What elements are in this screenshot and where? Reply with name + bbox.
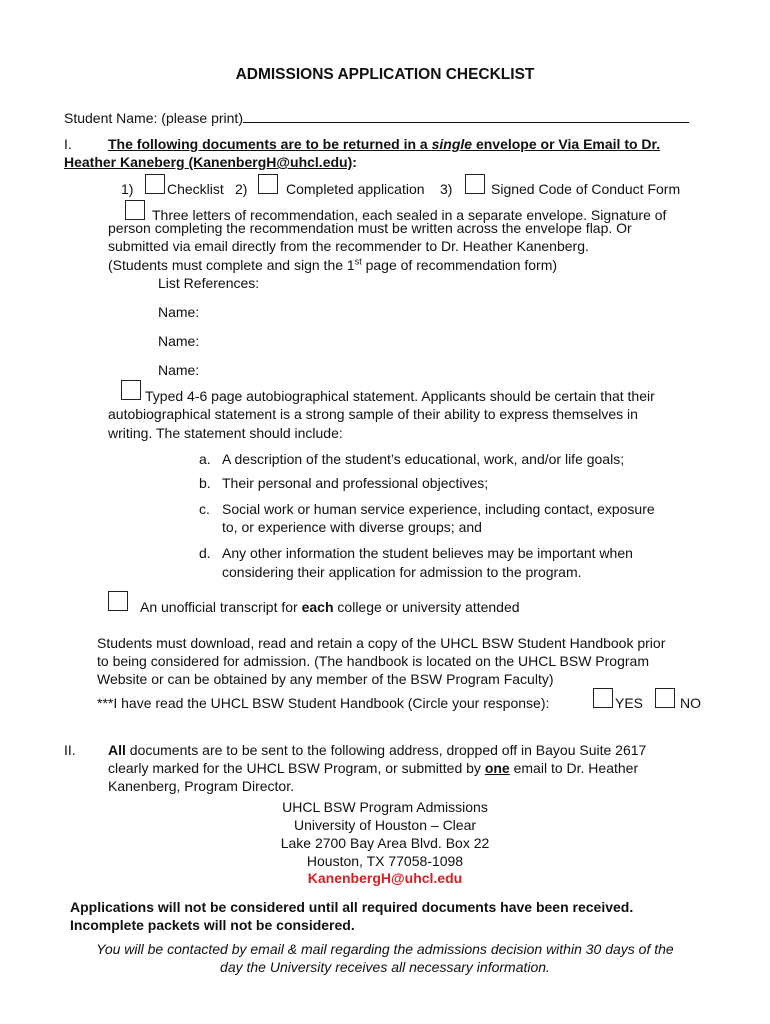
heading-text-2: envelope or Via Email to Dr. xyxy=(472,136,661,152)
address-line4: Houston, TX 77058-1098 xyxy=(306,853,464,869)
address-line1: UHCL BSW Program Admissions xyxy=(282,799,488,815)
transcript-each: each xyxy=(301,599,334,615)
section2-line2-b: email to Dr. Heather xyxy=(509,760,639,776)
transcript-line xyxy=(140,598,520,616)
yes-checkbox[interactable] xyxy=(593,688,613,708)
auto-line3: writing. The statement should include: xyxy=(108,425,343,441)
heading-email: Heather Kaneberg (KanenbergH@uhcl.edu) xyxy=(64,154,353,170)
section2-line3: Kanenberg, Program Director. xyxy=(108,778,294,794)
footer-bold-1: Applications will not be considered until all required documents have been received. xyxy=(70,899,634,915)
heading-text: The following documents are to be returned in a xyxy=(108,136,432,152)
list-references: List References: xyxy=(158,275,260,291)
section2-numeral: II. xyxy=(64,742,76,758)
letters-line4 xyxy=(108,256,557,274)
letters-line1: Three letters of recommendation, each sealed in a separate envelope. Signature of xyxy=(152,207,667,223)
sub-d-label: d. xyxy=(199,545,211,561)
item3-num: 3) xyxy=(440,181,453,197)
no-checkbox[interactable] xyxy=(655,688,675,708)
yes-label: YES xyxy=(615,695,644,711)
sub-c-2: to, or experience with diverse groups; and xyxy=(222,519,482,535)
auto-line1: Typed 4-6 page autobiographical statement. Applicants should be certain that their xyxy=(145,388,655,404)
footer-bold-2: Incomplete packets will not be considered. xyxy=(70,917,355,933)
letters-line4-sup: st xyxy=(354,256,362,267)
sub-d-2: considering their application for admission to the program. xyxy=(222,564,582,580)
footer-italic-2: day the University receives all necessary information. xyxy=(220,959,550,975)
address-line3: Lake 2700 Bay Area Blvd. Box 22 xyxy=(280,835,490,851)
page-title: ADMISSIONS APPLICATION CHECKLIST xyxy=(235,66,535,83)
sub-b-label: b. xyxy=(199,475,211,491)
footer-italic-1: You will be contacted by email & mail regarding the admissions decision within 30 days of the xyxy=(96,941,674,957)
item3-label: Signed Code of Conduct Form xyxy=(491,181,681,197)
letters-checkbox[interactable] xyxy=(125,200,145,220)
item2-num: 2) xyxy=(235,181,248,197)
sub-d-1: Any other information the student believes may be important when xyxy=(222,545,633,561)
checklist-checkbox[interactable] xyxy=(145,174,165,194)
transcript-checkbox[interactable] xyxy=(108,591,128,611)
reference-name-1: Name: xyxy=(158,304,200,320)
auto-line2: autobiographical statement is a strong sample of their ability to express themselves in xyxy=(108,406,638,422)
letters-line4-a: (Students must complete and sign the 1 xyxy=(108,257,355,273)
conduct-form-checkbox[interactable] xyxy=(465,174,485,194)
section2-line2 xyxy=(108,759,638,777)
student-name-row xyxy=(64,108,689,127)
section2-line1-rest: documents are to be sent to the following address, dropped off in Bayou Suite 2617 xyxy=(125,742,647,758)
letters-line2: person completing the recommendation must be written across the envelope flap. Or xyxy=(108,220,632,236)
section2-line1 xyxy=(108,741,646,759)
letters-line3: submitted via email directly from the recommender to Dr. Heather Kanenberg. xyxy=(108,238,589,254)
student-name-label: Student Name: (please print) xyxy=(64,110,243,126)
application-checkbox[interactable] xyxy=(258,174,278,194)
sub-a: A description of the student’s educational, work, and/or life goals; xyxy=(222,451,625,467)
section1-numeral: I. xyxy=(64,136,72,152)
heading-colon: : xyxy=(352,154,357,170)
item2-label: Completed application xyxy=(286,181,425,197)
handbook-line1: Students must download, read and retain a copy of the UHCL BSW Student Handbook prior xyxy=(97,635,666,651)
sub-b: Their personal and professional objectives; xyxy=(222,475,489,491)
section2-line2-a: clearly marked for the UHCL BSW Program, or submitted by xyxy=(108,760,485,776)
section1-heading-line2 xyxy=(64,153,357,171)
letters-line4-b: page of recommendation form) xyxy=(361,257,558,273)
sub-a-label: a. xyxy=(199,451,211,467)
no-label: NO xyxy=(680,695,701,711)
transcript-b: college or university attended xyxy=(333,599,520,615)
handbook-line2: to being considered for admission. (The handbook is located on the UHCL BSW Program xyxy=(97,653,649,669)
item1-num: 1) xyxy=(121,181,134,197)
address-line2: University of Houston – Clear xyxy=(293,817,477,833)
reference-name-3: Name: xyxy=(158,362,200,378)
handbook-line3: Website or can be obtained by any member of the BSW Program Faculty) xyxy=(97,671,554,687)
section2-one: one xyxy=(484,760,510,776)
handbook-read: ***I have read the UHCL BSW Student Handbook (Circle your response): xyxy=(97,695,550,711)
contact-email: KanenbergH@uhcl.edu xyxy=(307,870,463,886)
item1-label: Checklist xyxy=(167,181,224,197)
student-name-field[interactable] xyxy=(243,108,689,123)
reference-name-2: Name: xyxy=(158,333,200,349)
section1-heading-line1 xyxy=(108,135,660,153)
transcript-a: An unofficial transcript for xyxy=(140,599,302,615)
section2-all: All xyxy=(108,742,126,758)
autobiography-checkbox[interactable] xyxy=(121,380,141,400)
heading-single: single xyxy=(431,136,473,152)
sub-c-label: c. xyxy=(199,501,210,517)
sub-c-1: Social work or human service experience, including contact, exposure xyxy=(222,501,655,517)
